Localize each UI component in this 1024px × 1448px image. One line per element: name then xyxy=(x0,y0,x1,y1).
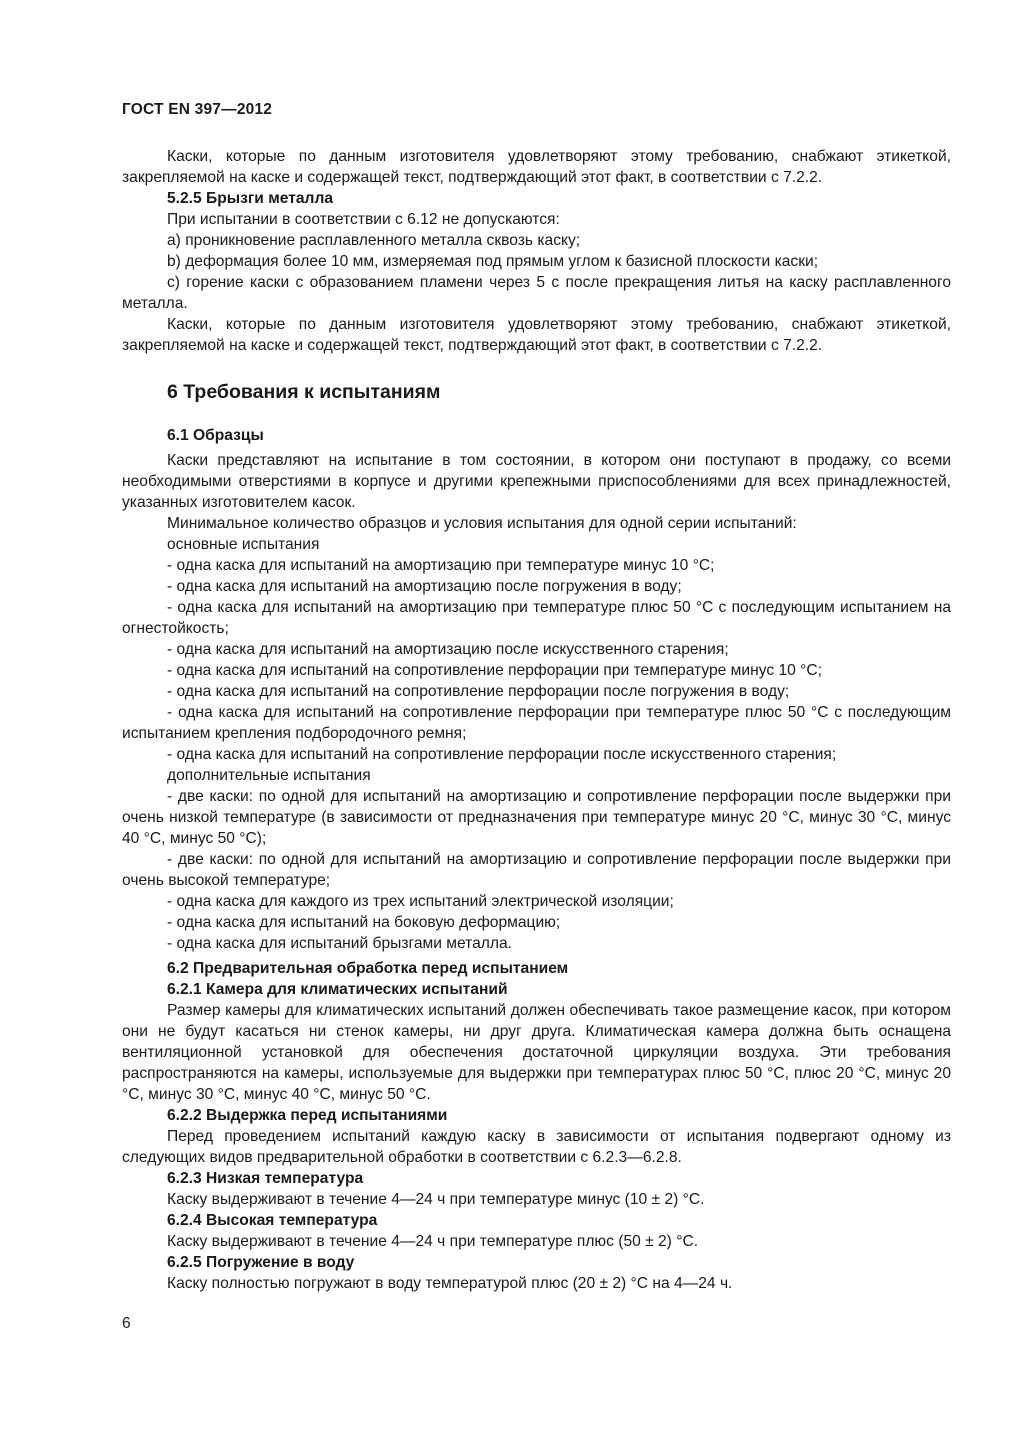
section-heading: 6 Требования к испытаниям xyxy=(167,381,441,403)
paragraph: дополнительные испытания xyxy=(167,767,371,784)
paragraph: - одна каска для испытаний на амортизацию после погружения в воду; xyxy=(167,578,682,595)
paragraph: Каску полностью погружают в воду температурой плюс (20 ± 2) °С на 4—24 ч. xyxy=(167,1275,733,1292)
subsection-heading: 6.2 Предварительная обработка перед испытанием xyxy=(167,960,569,977)
paragraph: - одна каска для испытаний на сопротивление перфорации после погружения в воду; xyxy=(167,683,790,700)
paragraph: основные испытания xyxy=(167,536,320,553)
paragraph: - одна каска для испытаний на сопротивление перфорации при температуре минус 10 °С; xyxy=(167,662,822,679)
paragraph: Каску выдерживают в течение 4—24 ч при температуре минус (10 ± 2) °С. xyxy=(167,1191,705,1208)
paragraph: a) проникновение расплавленного металла сквозь каску; xyxy=(167,232,581,249)
paragraph: - две каски: по одной для испытаний на амортизацию и сопротивление перфорации после выдержки при очень высокой температуре; xyxy=(122,851,951,889)
paragraph: b) деформация более 10 мм, измеряемая под прямым углом к базисной плоскости каски; xyxy=(167,253,819,270)
paragraph: - одна каска для испытаний на амортизацию при температуре минус 10 °С; xyxy=(167,557,715,574)
paragraph: - одна каска для каждого из трех испытаний электрической изоляции; xyxy=(167,893,674,910)
paragraph: Каски представляют на испытание в том состоянии, в котором они поступают в продажу, со всеми необходимыми отверстиями в корпусе и другими крепежными приспособлениями для всех принадлежностей, указанных изготовителем касок. xyxy=(122,452,951,511)
paragraph: Перед проведением испытаний каждую каску в зависимости от испытания подвергают одному из следующих видов предварительной обработки в соответствии с 6.2.3—6.2.8. xyxy=(122,1128,951,1166)
paragraph: Размер камеры для климатических испытаний должен обеспечивать такое размещение касок, при котором они не будут касаться ни стенок камеры, ни друг друга. Климатическая камера должна быть оснащена вентиляционной установкой для обеспечения достаточной циркуляции воздуха. Эти требования распространяются на камеры, используемые для выдержки при температурах плюс 50 °С, плюс 20 °С, минус 20 °С, минус 30 °С, минус 40 °С, минус 50 °С. xyxy=(122,1002,951,1103)
subsection-heading: 6.2.5 Погружение в воду xyxy=(167,1254,355,1271)
paragraph: При испытании в соответствии с 6.12 не допускаются: xyxy=(167,211,560,228)
paragraph: - одна каска для испытаний на сопротивление перфорации после искусственного старения; xyxy=(167,746,837,763)
paragraph: - две каски: по одной для испытаний на амортизацию и сопротивление перфорации после выдержки при очень низкой температуре (в зависимости от предназначения при температуре минус 20 °С, минус 30 °С, минус 40 °С, минус 50 °С); xyxy=(122,788,951,847)
paragraph: Каску выдерживают в течение 4—24 ч при температуре плюс (50 ± 2) °С. xyxy=(167,1233,699,1250)
subsection-heading: 6.2.2 Выдержка перед испытаниями xyxy=(167,1107,448,1124)
paragraph: c) горение каски с образованием пламени через 5 с после прекращения литья на каску расплавленного металла. xyxy=(122,274,951,312)
paragraph: Каски, которые по данным изготовителя удовлетворяют этому требованию, снабжают этикеткой, закрепляемой на каске и содержащей текст, подтверждающий этот факт, в соответствии с 7.2.2. xyxy=(122,148,951,186)
paragraph: Каски, которые по данным изготовителя удовлетворяют этому требованию, снабжают этикеткой, закрепляемой на каске и содержащей текст, подтверждающий этот факт, в соответствии с 7.2.2. xyxy=(122,316,951,354)
document-body xyxy=(122,146,951,1294)
paragraph: Минимальное количество образцов и условия испытания для одной серии испытаний: xyxy=(167,515,797,532)
paragraph: - одна каска для испытаний на амортизацию при температуре плюс 50 °С с последующим испытанием на огнестойкость; xyxy=(122,599,951,637)
paragraph: - одна каска для испытаний на сопротивление перфорации при температуре плюс 50 °С с последующим испытанием крепления подбородочного ремня; xyxy=(122,704,951,742)
subsection-heading: 6.2.4 Высокая температура xyxy=(167,1212,378,1229)
paragraph: - одна каска для испытаний на амортизацию после искусственного старения; xyxy=(167,641,729,658)
paragraph: - одна каска для испытаний брызгами металла. xyxy=(167,935,512,952)
subsection-heading: 6.2.3 Низкая температура xyxy=(167,1170,364,1187)
subsection-heading: 5.2.5 Брызги металла xyxy=(167,190,334,207)
document-code-header: ГОСТ EN 397—2012 xyxy=(122,101,273,118)
subsection-heading: 6.1 Образцы xyxy=(167,427,264,444)
page-number: 6 xyxy=(122,1315,131,1332)
subsection-heading: 6.2.1 Камера для климатических испытаний xyxy=(167,981,508,998)
paragraph: - одна каска для испытаний на боковую деформацию; xyxy=(167,914,561,931)
